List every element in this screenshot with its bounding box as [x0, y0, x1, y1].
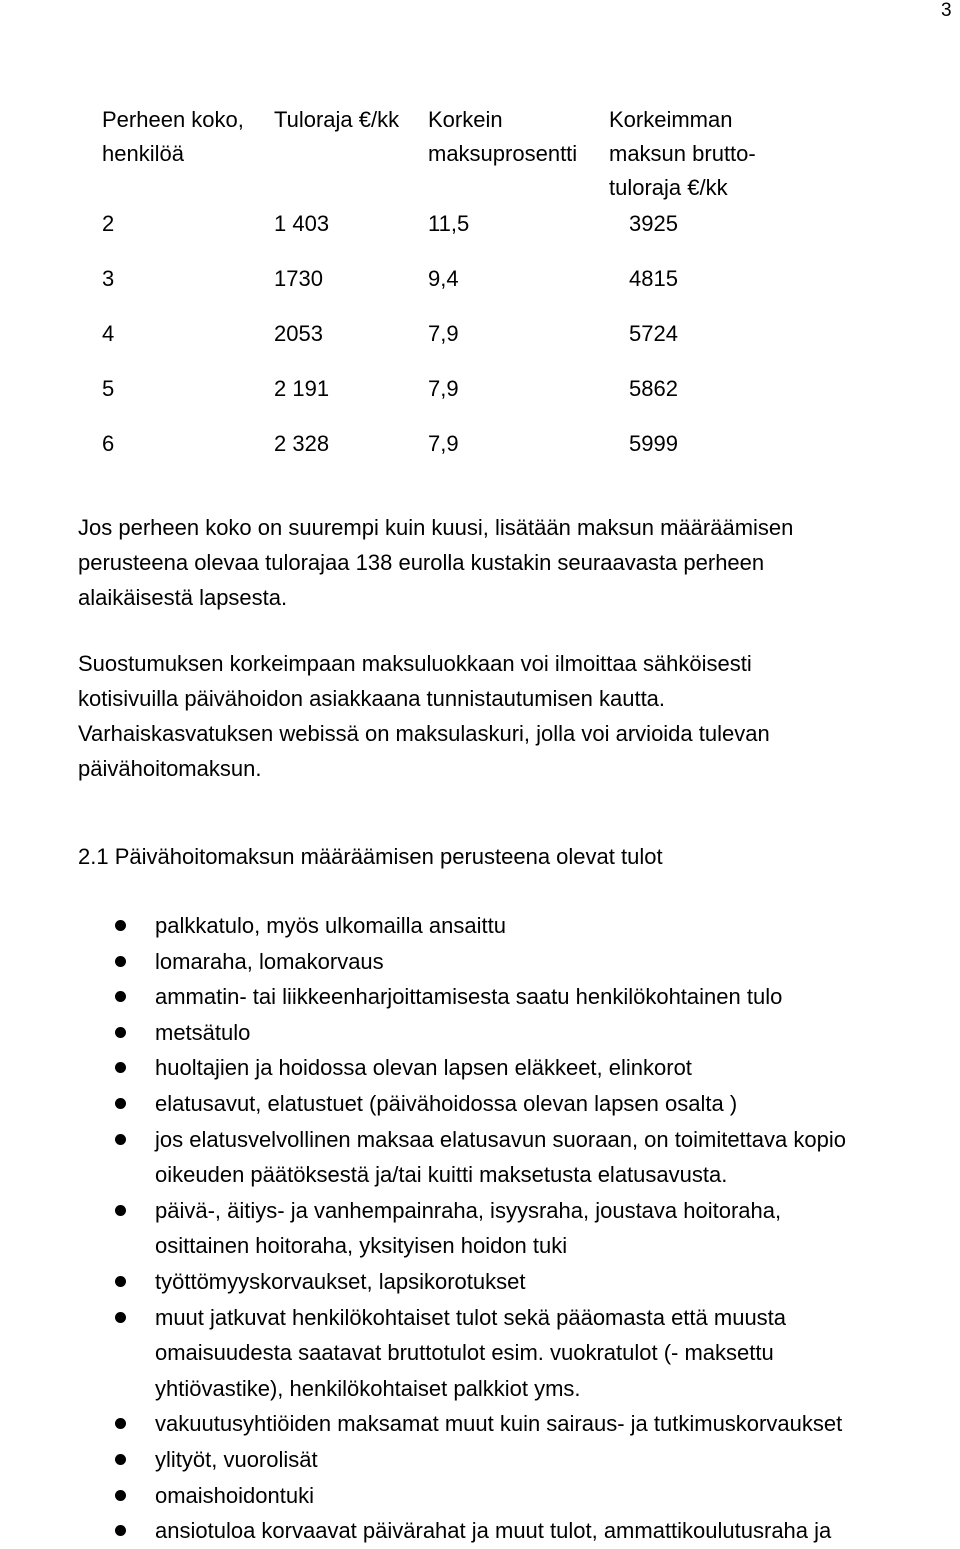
- paragraph-line: alaikäisestä lapsesta.: [78, 585, 288, 610]
- list-item-text: huoltajien ja hoidossa olevan lapsen eläkkeet, elinkorot: [155, 1055, 692, 1081]
- table-cell: 4: [102, 321, 115, 346]
- list-item-text: ansiotuloa korvaavat päivärahat ja muut tulot, ammattikoulutusraha ja: [155, 1518, 832, 1544]
- bullet-icon: [115, 1525, 126, 1536]
- list-item-text: oikeuden päätöksestä ja/tai kuitti maksetusta elatusavusta.: [155, 1162, 728, 1188]
- bullet-icon: [115, 920, 126, 931]
- table-cell: 4815: [629, 266, 678, 291]
- section-heading: 2.1 Päivähoitomaksun määräämisen perusteena olevat tulot: [78, 844, 663, 869]
- list-item-text: osittainen hoitoraha, yksityisen hoidon tuki: [155, 1233, 568, 1259]
- list-item-text: elatusavut, elatustuet (päivähoidossa olevan lapsen osalta ): [155, 1090, 738, 1116]
- header-line: Perheen koko,: [102, 107, 244, 132]
- list-item: [0, 1300, 960, 1407]
- list-item-text: muut jatkuvat henkilökohtaiset tulot sekä pääomasta että muusta: [155, 1304, 787, 1330]
- list-item: [0, 1086, 960, 1122]
- table-cell: 1730: [274, 266, 323, 291]
- header-max-percent: [428, 103, 577, 171]
- bullet-icon: [115, 1312, 126, 1323]
- header-max-fee-income: [609, 103, 756, 205]
- list-item-text: yhtiövastike), henkilökohtaiset palkkiot yms.: [155, 1375, 581, 1401]
- bullet-icon: [115, 1276, 126, 1287]
- header-line: Korkein: [428, 107, 503, 132]
- list-item: [0, 944, 960, 980]
- header-line: maksun brutto-: [609, 141, 756, 166]
- list-item: [0, 1050, 960, 1086]
- list-item: [0, 979, 960, 1015]
- header-line: henkilöä: [102, 141, 184, 166]
- paragraph-family-size-note: [78, 510, 938, 615]
- bullet-icon: [115, 1134, 126, 1145]
- bullet-icon: [115, 1418, 126, 1429]
- bullet-icon: [115, 1205, 126, 1216]
- bullet-icon: [115, 1062, 126, 1073]
- table-cell: 2 328: [274, 431, 330, 456]
- header-income-limit: [274, 103, 399, 137]
- bullet-icon: [115, 1027, 126, 1038]
- header-line: Korkeimman: [609, 107, 733, 132]
- list-item-text: omaisuudesta saatavat bruttotulot esim. vuokratulot (- maksettu: [155, 1340, 774, 1366]
- table-cell: 7,9: [428, 431, 459, 456]
- paragraph-line: Suostumuksen korkeimpaan maksuluokkaan voi ilmoittaa sähköisesti: [78, 651, 752, 676]
- list-item-text: omaishoidontuki: [155, 1482, 314, 1508]
- page-number: 3: [941, 0, 952, 21]
- list-item-text: päivä-, äitiys- ja vanhempainraha, isyysraha, joustava hoitoraha,: [155, 1197, 782, 1223]
- list-item: [0, 1015, 960, 1051]
- table-cell: 5999: [629, 431, 678, 456]
- list-item-text: työttömyyskorvaukset, lapsikorotukset: [155, 1268, 526, 1294]
- table-cell: 7,9: [428, 376, 459, 401]
- table-cell: 5862: [629, 376, 678, 401]
- table-cell: 11,5: [428, 211, 470, 236]
- bullet-icon: [115, 956, 126, 967]
- list-item: [0, 1122, 960, 1193]
- header-line: tuloraja €/kk: [609, 175, 728, 200]
- list-item: [0, 1264, 960, 1300]
- list-item-text: palkkatulo, myös ulkomailla ansaittu: [155, 913, 506, 938]
- list-item-text: jos elatusvelvollinen maksaa elatusavun suoraan, on toimitettava kopio: [155, 1126, 846, 1152]
- list-item: [0, 1442, 960, 1478]
- table-cell: 3925: [629, 211, 678, 236]
- paragraph-line: Jos perheen koko on suurempi kuin kuusi, lisätään maksun määräämisen: [78, 515, 794, 540]
- table-cell: 3: [102, 266, 115, 291]
- bullet-icon: [115, 1454, 126, 1465]
- header-line: maksuprosentti: [428, 141, 578, 166]
- list-item-text: lomaraha, lomakorvaus: [155, 948, 384, 974]
- table-cell: 2 191: [274, 376, 330, 401]
- paragraph-line: Varhaiskasvatuksen webissä on maksulaskuri, jolla voi arvioida tulevan: [78, 721, 770, 746]
- list-item: [0, 908, 960, 944]
- list-item: [0, 1193, 960, 1264]
- list-item-text: ammatin- tai liikkeenharjoittamisesta saatu henkilökohtainen tulo: [155, 984, 783, 1010]
- bullet-icon: [115, 1490, 126, 1501]
- table-cell: 7,9: [428, 321, 459, 346]
- header-family-size: [102, 103, 244, 171]
- bullet-icon: [115, 991, 126, 1002]
- table-cell: 1 403: [274, 211, 330, 236]
- list-item-text: vakuutusyhtiöiden maksamat muut kuin sairaus- ja tutkimuskorvaukset: [155, 1411, 843, 1437]
- paragraph-consent-note: [78, 646, 938, 786]
- header-line: Tuloraja €/kk: [274, 107, 400, 132]
- list-item-text: metsätulo: [155, 1019, 251, 1045]
- table-cell: 5: [102, 376, 115, 401]
- table-cell: 2053: [274, 321, 323, 346]
- list-item: [0, 1406, 960, 1442]
- bullet-icon: [115, 1098, 126, 1109]
- list-item: [0, 1513, 960, 1549]
- table-cell: 9,4: [428, 266, 459, 291]
- income-list: [0, 908, 960, 1549]
- paragraph-line: kotisivuilla päivähoidon asiakkaana tunnistautumisen kautta.: [78, 686, 666, 711]
- table-cell: 6: [102, 431, 115, 456]
- list-item: [0, 1478, 960, 1514]
- paragraph-line: perusteena olevaa tulorajaa 138 eurolla kustakin seuraavasta perheen: [78, 550, 765, 575]
- paragraph-line: päivähoitomaksun.: [78, 756, 262, 781]
- list-item-text: ylityöt, vuorolisät: [155, 1446, 318, 1472]
- table-cell: 2: [102, 211, 115, 236]
- table-cell: 5724: [629, 321, 678, 346]
